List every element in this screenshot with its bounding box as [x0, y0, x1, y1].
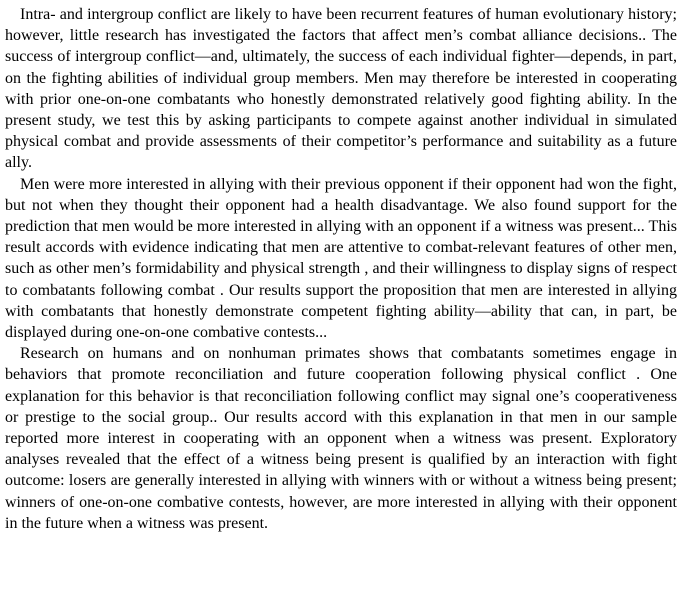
paragraph-introduction: Intra- and intergroup conflict are likely to have been recurrent features of human evolutionary history; however, little research has investigated the factors that affect men’s combat alliance decisions.. The success of intergroup conflict—and, ultimately, the success of each individual fighter—depends, in part, on the fighting abilities of individual group members. Men may therefore be interested in cooperating with prior one-on-one combatants who honestly demonstrated relatively good fighting ability. In the present study, we test this by asking participants to compete against another individual in simulated physical combat and provide assessments of their competitor’s performance and suitability as a future ally.: [5, 6, 677, 172]
paragraph-results: Men were more interested in allying with their previous opponent if their opponent had won the fight, but not when they thought their opponent had a health disadvantage. We also found support for the prediction that men would be more interested in allying with an opponent if a witness was present... This result accords with evidence indicating that men are attentive to combat-relevant features of other men, such as other men’s formidability and physical strength , and their willingness to display signs of respect to combatants following combat . Our results support the proposition that men are interested in allying with combatants that honestly demonstrate competent fighting ability—ability that can, in part, be displayed during one-on-one combative contests...: [5, 175, 677, 342]
paragraph-discussion: Research on humans and on nonhuman primates shows that combatants sometimes engage in behaviors that promote reconciliation and future cooperation following physical conflict . One explanation for this behavior is that reconciliation following conflict may signal one’s cooperativeness or prestige to the social group.. Our results accord with this explanation in that men in our sample reported more interest in cooperating with an opponent when a witness was present. Exploratory analyses revealed that the effect of a witness being present is qualified by an interaction with fight outcome: losers are generally interested in allying with winners with or without a witness being present; winners of one-on-one combative contests, however, are more interested in allying with their opponent in the future when a witness was present.: [5, 345, 677, 532]
